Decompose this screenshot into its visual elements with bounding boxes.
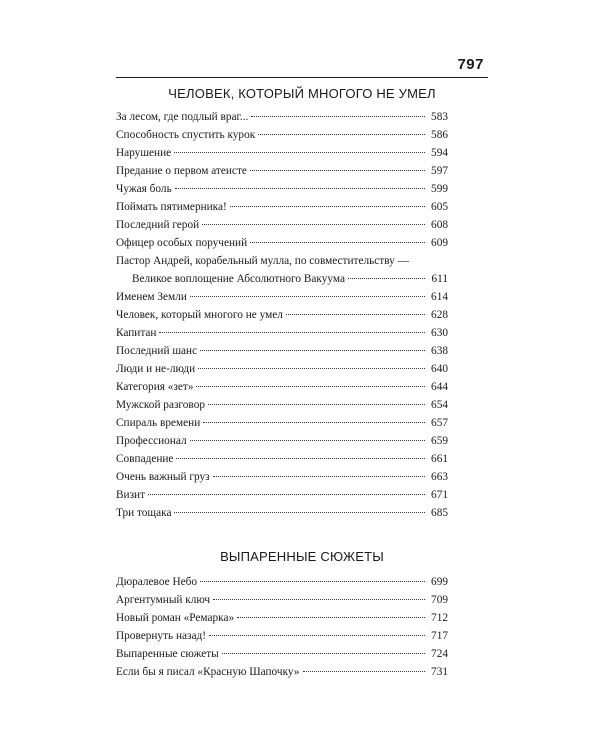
section-title: ЧЕЛОВЕК, КОТОРЫЙ МНОГОГО НЕ УМЕЛ — [168, 86, 436, 101]
toc-entry-title: Если бы я писал «Красную Шапочку» — [116, 666, 300, 678]
toc-entry — [116, 144, 448, 162]
toc-entry — [116, 126, 448, 144]
toc-entry — [116, 414, 448, 432]
toc-entry — [116, 288, 448, 306]
toc-entry-page: 605 — [431, 201, 448, 213]
toc-entry-page: 597 — [431, 165, 448, 177]
toc-entry-title: Человек, который многого не умел — [116, 309, 283, 321]
toc-entry-title: Визит — [116, 489, 146, 501]
page-number: 797 — [457, 56, 484, 73]
toc-entry-title: Совпадение — [116, 453, 174, 465]
toc-entry — [116, 396, 448, 414]
toc-entry-title: Дюралевое Небо — [116, 576, 198, 588]
toc-entry-title: За лесом, где подлый враг... — [116, 111, 249, 123]
toc-entry-title: Капитан — [116, 327, 157, 339]
toc-entry-page: 583 — [431, 111, 448, 123]
toc-entry — [116, 162, 448, 180]
dot-leader — [159, 332, 425, 333]
dot-leader — [209, 635, 425, 636]
toc-entry-title: Предание о первом атеисте — [116, 165, 247, 177]
toc-entry-page: 709 — [431, 594, 448, 606]
toc-entry-page: 659 — [431, 435, 448, 447]
toc-entry-page: 654 — [431, 399, 448, 411]
dot-leader — [213, 476, 425, 477]
toc-entry-page: 685 — [431, 507, 448, 519]
toc-entry-page: 724 — [431, 648, 448, 660]
toc-entry-page: 661 — [431, 453, 448, 465]
toc-entry — [116, 663, 448, 681]
toc-entry — [116, 180, 448, 198]
toc-entry-title: Выпаренные сюжеты — [116, 648, 219, 660]
toc-entry-page: 644 — [431, 381, 448, 393]
toc-entry-title: Офицер особых поручений — [116, 237, 248, 249]
toc-entry — [116, 306, 448, 324]
dot-leader — [202, 224, 425, 225]
toc-entry-title: Три тощака — [116, 507, 172, 519]
dot-leader — [250, 170, 425, 171]
toc-entry-title: Именем Земли — [116, 291, 187, 303]
toc-entry-title: Последний шанс — [116, 345, 198, 357]
toc-entry — [116, 108, 448, 126]
toc-entry-title: Последний герой — [116, 219, 200, 231]
toc-entry — [116, 450, 448, 468]
toc-entry — [116, 270, 448, 288]
dot-leader — [258, 134, 425, 135]
toc-entry-page: 663 — [431, 471, 448, 483]
dot-leader — [174, 512, 425, 513]
toc-entry — [116, 216, 448, 234]
toc-entry-title: Мужской разговор — [116, 399, 205, 411]
dot-leader — [200, 581, 425, 582]
toc-entry — [116, 609, 448, 627]
toc-entry-page: 717 — [431, 630, 448, 642]
toc-entry-title: Способность спустить курок — [116, 129, 256, 141]
dot-leader — [208, 404, 425, 405]
toc-entry-page: 599 — [431, 183, 448, 195]
toc-entry — [116, 198, 448, 216]
dot-leader — [190, 296, 425, 297]
toc-entry-title: Люди и не-люди — [116, 363, 196, 375]
toc-entry-title: Новый роман «Ремарка» — [116, 612, 235, 624]
toc-entry-page: 614 — [431, 291, 448, 303]
toc-entry — [116, 378, 448, 396]
dot-leader — [222, 653, 425, 654]
toc-entry-page: 699 — [431, 576, 448, 588]
toc-entry — [116, 468, 448, 486]
toc-entry-page: 594 — [431, 147, 448, 159]
dot-leader — [250, 242, 425, 243]
dot-leader — [174, 152, 425, 153]
toc-entry — [116, 360, 448, 378]
toc-entry-page: 628 — [431, 309, 448, 321]
toc-entry-title: Аргентумный ключ — [116, 594, 211, 606]
toc-entry — [116, 573, 448, 591]
toc-entry-title: Провернуть назад! — [116, 630, 207, 642]
toc-entry-page: 630 — [431, 327, 448, 339]
header-rule — [116, 77, 488, 78]
toc-entry-title: Очень важный груз — [116, 471, 210, 483]
toc-entry-page: 638 — [431, 345, 448, 357]
toc-entry — [116, 591, 448, 609]
dot-leader — [176, 458, 425, 459]
dot-leader — [148, 494, 425, 495]
toc-entry-title: Поймать пятимерника! — [116, 201, 227, 213]
toc-entry-first-line: Пастор Андрей, корабельный мулла, по совместительству — — [116, 255, 409, 267]
toc-entry — [116, 342, 448, 360]
toc-entry-page: 731 — [431, 666, 448, 678]
dot-leader — [198, 368, 425, 369]
toc-entry — [116, 627, 448, 645]
section-title: ВЫПАРЕННЫЕ СЮЖЕТЫ — [220, 549, 384, 564]
toc-list — [116, 108, 448, 522]
toc-list — [116, 573, 448, 681]
toc-entry — [116, 645, 448, 663]
toc-entry-title: Чужая боль — [116, 183, 172, 195]
toc-entry-page: 609 — [431, 237, 448, 249]
toc-entry-title: Спираль времени — [116, 417, 201, 429]
toc-entry-page: 712 — [431, 612, 448, 624]
toc-entry — [116, 504, 448, 522]
toc-entry — [116, 432, 448, 450]
toc-entry-page: 611 — [431, 273, 448, 285]
dot-leader — [286, 314, 425, 315]
toc-entry-title-continuation: Великое воплощение Абсолютного Вакуума — [132, 273, 345, 285]
dot-leader — [230, 206, 425, 207]
toc-entry-page: 586 — [431, 129, 448, 141]
dot-leader — [303, 671, 426, 672]
toc-entry — [116, 234, 448, 252]
dot-leader — [237, 617, 425, 618]
dot-leader — [200, 350, 425, 351]
toc-entry-page: 657 — [431, 417, 448, 429]
dot-leader — [213, 599, 425, 600]
dot-leader — [348, 278, 425, 279]
dot-leader — [196, 386, 425, 387]
toc-entry-title: Нарушение — [116, 147, 172, 159]
dot-leader — [175, 188, 425, 189]
dot-leader — [251, 116, 425, 117]
dot-leader — [203, 422, 425, 423]
toc-entry — [116, 324, 448, 342]
toc-entry — [116, 486, 448, 504]
toc-entry-page: 671 — [431, 489, 448, 501]
toc-entry-page: 640 — [431, 363, 448, 375]
toc-entry-title: Категория «зет» — [116, 381, 194, 393]
toc-entry-title: Профессионал — [116, 435, 187, 447]
dot-leader — [190, 440, 425, 441]
toc-entry-page: 608 — [431, 219, 448, 231]
